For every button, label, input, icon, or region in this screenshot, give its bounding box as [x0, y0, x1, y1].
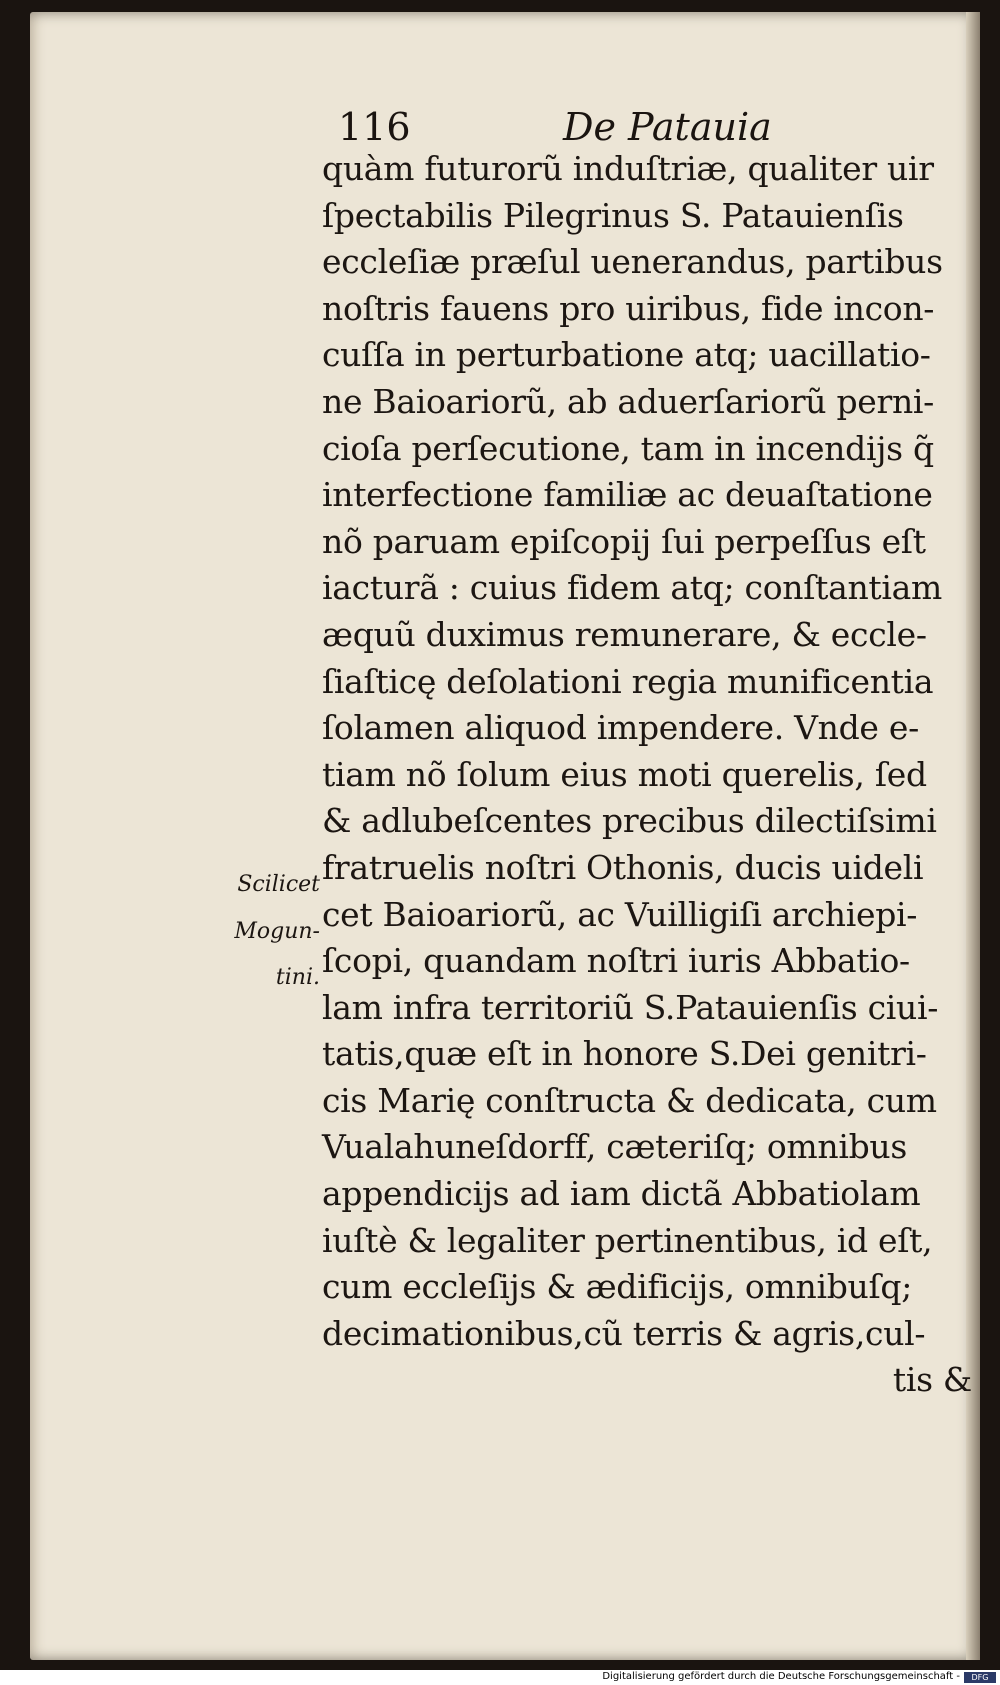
text-line: eccleſiæ præſul uenerandus, partibus — [322, 242, 943, 282]
text-line: cet Baioariorũ, ac Vuilligiſi archiepi- — [322, 894, 918, 934]
body-text — [322, 146, 982, 1404]
text-line: & adlubeſcentes precibus dilectiſsimi — [322, 801, 937, 841]
text-line: tiam nõ ſolum eius moti querelis, ſed — [322, 754, 927, 794]
text-line: interfectione familiæ ac deuaſtatione — [322, 475, 933, 515]
text-line: decimationibus,cũ terris & agris,cul- — [322, 1313, 926, 1353]
catchword: tis & — [892, 1360, 972, 1400]
text-line: quàm futurorũ induſtriæ, qualiter uir — [322, 149, 934, 188]
text-line: ſolamen aliquod impendere. Vnde e- — [322, 708, 919, 748]
text-line: cum eccleſijs & ædificijs, omnibuſq; — [322, 1267, 913, 1307]
digitization-credit: Digitalisierung gefördert durch die Deutsche Forschungsgemeinschaft - — [602, 1671, 960, 1682]
footer — [0, 1670, 1000, 1685]
text-line: fratruelis noſtri Othonis, ducis uideli — [322, 847, 924, 887]
text-line: iacturã : cuius fidem atq; conſtantiam — [322, 568, 942, 608]
text-line: æquũ duximus remunerare, & eccle- — [322, 614, 927, 654]
text-line: ne Baioariorũ, ab aduerſariorũ perni- — [322, 381, 935, 421]
running-title: De Patauia — [563, 105, 772, 149]
text-line: lam infra territoriũ S.Patauienſis ciui- — [322, 987, 939, 1027]
text-line: ſiaſticę deſolationi regia munificentia — [322, 661, 934, 701]
text-line: noſtris fauens pro uiribus, fide incon- — [322, 288, 935, 328]
text-line: tatis,quæ eſt in honore S.Dei genitri- — [322, 1034, 927, 1074]
text-line: iuſtè & legaliter pertinentibus, id eſt, — [322, 1220, 933, 1260]
text-line: Vualahuneſdorff, cæteriſq; omnibus — [322, 1127, 908, 1167]
dfg-logo-icon: DFG — [964, 1672, 996, 1683]
text-line: cuſſa in perturbatione atq; uacillatio- — [322, 335, 931, 375]
margin-note-line: tini. — [275, 965, 320, 991]
margin-note — [210, 862, 320, 1002]
margin-note-line: Mogun- — [234, 918, 320, 944]
text-line: ſpectabilis Pilegrinus S. Patauienſis — [322, 195, 904, 235]
text-line: nõ paruam epiſcopij ſui perpeſſus eſt — [322, 521, 926, 561]
margin-note-line: Scilicet — [237, 872, 320, 897]
text-line: ſcopi, quandam noſtri iuris Abbatio- — [322, 941, 910, 981]
text-line: cis Marię conſtructa & dedicata, cum — [322, 1080, 937, 1120]
page-number: 116 — [338, 105, 411, 149]
text-line: appendicijs ad iam dictã Abbatiolam — [322, 1174, 921, 1214]
text-line: cioſa perſecutione, tam in incendijs q̃ — [322, 428, 934, 468]
